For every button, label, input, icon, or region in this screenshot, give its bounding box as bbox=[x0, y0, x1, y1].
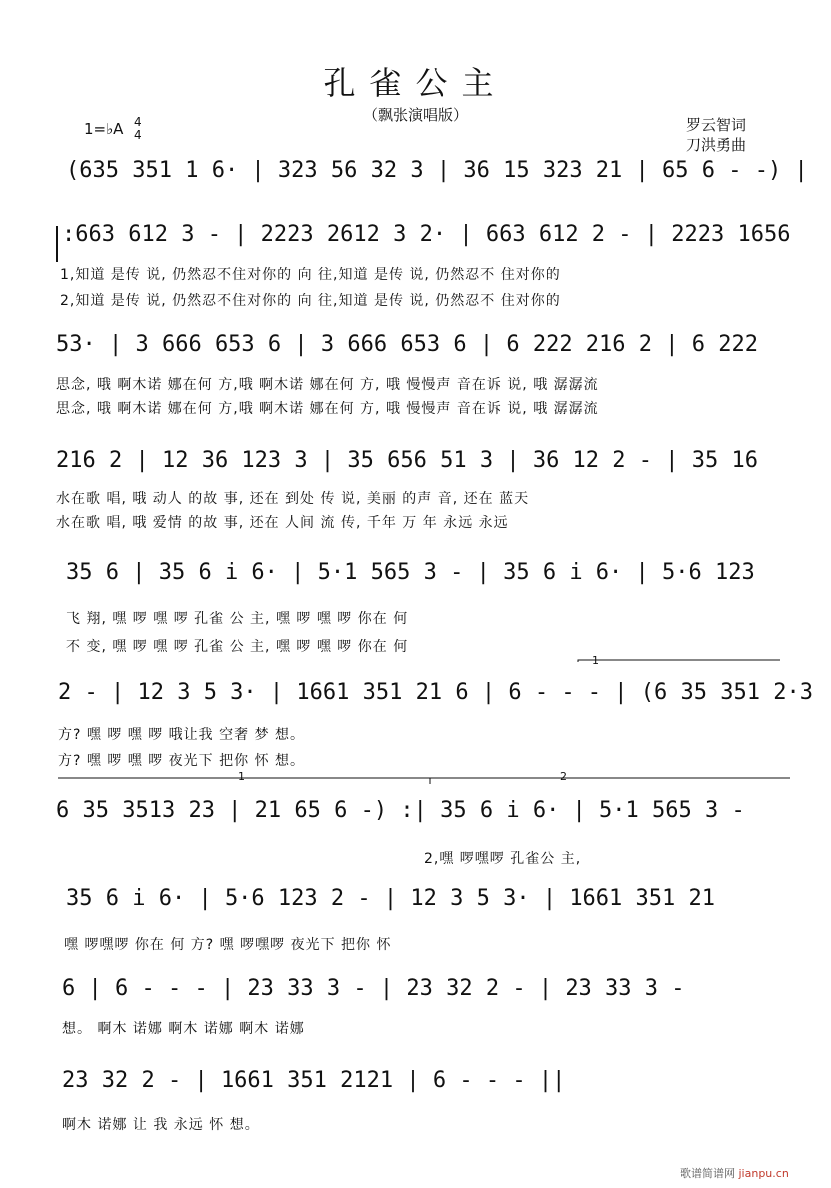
lyric-line: 想。 啊木 诺娜 啊木 诺娜 啊木 诺娜 bbox=[62, 1021, 305, 1037]
lyric-verse-2: 2,嘿 啰嘿啰 孔雀公 主, bbox=[424, 851, 582, 867]
lyric-verse-1: 方? 嘿 啰 嘿 啰 哦让我 空奢 梦 想。 bbox=[58, 727, 306, 743]
notes-line: (635 351 1 6· | 323 56 32 3 | 36 15 323 21 | 65 6 - -) | bbox=[66, 158, 808, 183]
lyric-verse-1: 1,知道 是传 说, 仍然忍不住对你的 向 往,知道 是传 说, 仍然忍不 住对你的 bbox=[60, 267, 561, 283]
song-subtitle: （飘张演唱版） bbox=[362, 106, 468, 124]
lyric-line: 嘿 啰嘿啰 你在 何 方? 嘿 啰嘿啰 夜光下 把你 怀 bbox=[64, 937, 392, 953]
staff-row bbox=[0, 332, 831, 422]
staff-row bbox=[0, 448, 831, 538]
lyric-verse-1: 水在歌 唱, 哦 动人 的故 事, 还在 到处 传 说, 美丽 的声 音, 还在 蓝天 bbox=[56, 491, 530, 507]
volta-number: 1 bbox=[592, 654, 599, 667]
notes-line: 216 2 | 12 36 123 3 | 35 656 51 3 | 36 12 2 - | 35 16 bbox=[56, 448, 758, 473]
staff-row bbox=[0, 222, 831, 312]
notes-line: 35 6 | 35 6 i 6· | 5·1 565 3 - | 35 6 i 6· | 5·6 123 bbox=[66, 560, 755, 585]
notes-line: :663 612 3 - | 2223 2612 3 2· | 663 612 2 - | 2223 1656 bbox=[62, 222, 791, 247]
meter-bottom: 4 bbox=[134, 128, 142, 142]
staff-row bbox=[0, 560, 831, 655]
site-name: 歌谱简谱网 bbox=[680, 1167, 735, 1180]
site-credit bbox=[680, 1165, 789, 1181]
time-signature bbox=[134, 116, 142, 142]
site-url: jianpu.cn bbox=[738, 1167, 789, 1180]
volta-number: 2 bbox=[560, 770, 567, 783]
composer-credit: 刀洪勇曲 bbox=[686, 136, 747, 154]
lyric-verse-2: 2,知道 是传 说, 仍然忍不住对你的 向 往,知道 是传 说, 仍然忍不 住对你的 bbox=[60, 293, 561, 309]
volta-number: 1 bbox=[238, 770, 245, 783]
staff-row bbox=[0, 770, 831, 878]
lyric-line: 啊木 诺娜 让 我 永远 怀 想。 bbox=[62, 1117, 260, 1133]
lyric-verse-2: 水在歌 唱, 哦 爱情 的故 事, 还在 人间 流 传, 千年 万 年 永远 永远 bbox=[56, 515, 509, 531]
notes-line: 35 6 i 6· | 5·6 123 2 - | 12 3 5 3· | 1661 351 21 bbox=[66, 886, 716, 911]
staff-row bbox=[0, 1068, 831, 1138]
staff-row bbox=[0, 886, 831, 966]
notes-line: 2 - | 12 3 5 3· | 1661 351 21 6 | 6 - - - | (6 35 351 2·3 bbox=[58, 680, 813, 705]
lyric-verse-2: 不 变, 嘿 啰 嘿 啰 孔雀 公 主, 嘿 啰 嘿 啰 你在 何 bbox=[66, 639, 409, 655]
notes-line: 6 | 6 - - - | 23 33 3 - | 23 32 2 - | 23 33 3 - bbox=[62, 976, 685, 1001]
notes-line: 6 35 3513 23 | 21 65 6 -) :| 35 6 i 6· | 5·1 565 3 - bbox=[56, 798, 745, 823]
notes-line: 53· | 3 666 653 6 | 3 666 653 6 | 6 222 216 2 | 6 222 bbox=[56, 332, 758, 357]
notes-line: 23 32 2 - | 1661 351 2121 | 6 - - - || bbox=[62, 1068, 566, 1093]
staff-row bbox=[0, 654, 831, 770]
lyric-verse-2: 方? 嘿 啰 嘿 啰 夜光下 把你 怀 想。 bbox=[58, 753, 306, 769]
lyric-verse-1: 飞 翔, 嘿 啰 嘿 啰 孔雀 公 主, 嘿 啰 嘿 啰 你在 何 bbox=[66, 611, 409, 627]
meter-top: 4 bbox=[134, 115, 142, 129]
staff-row bbox=[0, 976, 831, 1046]
lyricist-credit: 罗云智词 bbox=[686, 116, 747, 134]
lyric-verse-2: 思念, 哦 啊木诺 娜在何 方,哦 啊木诺 娜在何 方, 哦 慢慢声 音在诉 说, 哦 潺潺流 bbox=[56, 401, 599, 417]
lyric-verse-1: 思念, 哦 啊木诺 娜在何 方,哦 啊木诺 娜在何 方, 哦 慢慢声 音在诉 说, 哦 潺潺流 bbox=[56, 377, 599, 393]
key-signature: 1=♭A bbox=[84, 120, 124, 138]
staff-row bbox=[0, 158, 831, 218]
song-title: 孔雀公主 bbox=[323, 64, 508, 102]
